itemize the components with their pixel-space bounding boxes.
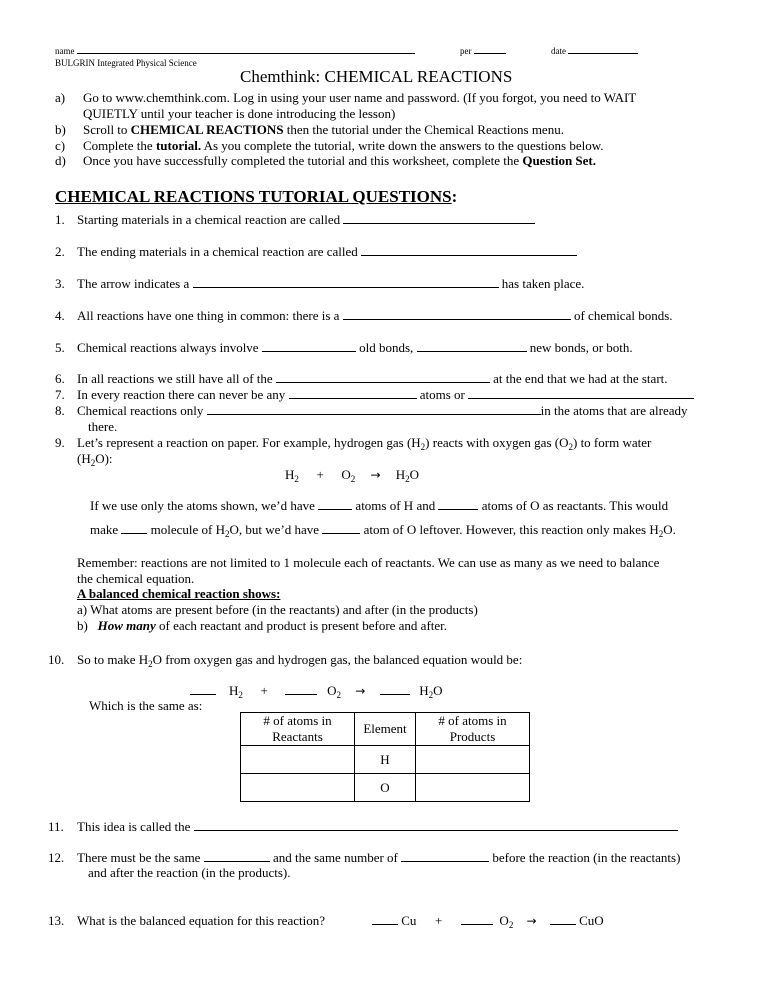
atoms-sentence-line-2: make molecule of $H_2O$, but we’d have atom of O leftover. However, this reaction only makes $H_2O$. xyxy=(90,522,676,539)
instruction-d: d) Once you have successfully completed the tutorial and this worksheet, complete the Question Set. xyxy=(55,153,597,168)
answer-blank-5b[interactable] xyxy=(417,340,527,352)
reactant-count-h[interactable] xyxy=(241,746,355,774)
name-blank[interactable] xyxy=(77,45,415,54)
name-line xyxy=(55,45,415,56)
header-reactants: # of atoms in Reactants xyxy=(241,713,355,746)
remember-line-2: the chemical equation. xyxy=(77,571,195,586)
answer-blank-6[interactable] xyxy=(276,371,490,383)
question-12: 12. There must be the same and the same number of before the reaction (in the reactants) xyxy=(48,850,681,865)
reaction-arrow-icon: → xyxy=(355,684,366,698)
answer-blank-7b[interactable] xyxy=(468,387,694,399)
question-7: 7. In every reaction there can never be any atoms or xyxy=(55,387,694,403)
remember-line-1: Remember: reactions are not limited to 1 molecule each of reactants. We can use as many as we need to balance xyxy=(77,555,660,570)
coefficient-blank-h2o[interactable] xyxy=(380,683,410,695)
answer-blank-12b[interactable] xyxy=(401,850,489,862)
question-5: 5. Chemical reactions always involve old bonds, new bonds, or both. xyxy=(55,340,633,355)
element-h: H xyxy=(355,746,416,774)
equation-copper-oxide: Cu + $O_2$ → CuO xyxy=(372,913,604,929)
header-products: # of atoms in Products xyxy=(416,713,530,746)
header-element: Element xyxy=(355,713,416,746)
question-2: 2. The ending materials in a chemical reaction are called xyxy=(55,244,577,260)
same-as-label: Which is the same as: xyxy=(89,698,203,713)
date-blank[interactable] xyxy=(568,45,638,54)
per-label: per xyxy=(460,46,472,56)
question-4: 4. All reactions have one thing in common: there is a of chemical bonds. xyxy=(55,308,673,323)
question-6: 6. In all reactions we still have all of the at the end that we had at the start. xyxy=(55,371,668,386)
answer-blank-3[interactable] xyxy=(193,276,499,288)
balanced-point-b: b) How many of each reactant and product is present before and after. xyxy=(77,618,448,633)
question-12-cont: and after the reaction (in the products). xyxy=(88,865,291,880)
coefficient-blank-cu[interactable] xyxy=(372,913,398,925)
answer-blank-5a[interactable] xyxy=(262,340,356,352)
product-count-o[interactable] xyxy=(416,774,530,802)
question-10: 10. So to make $H_2O$ from oxygen gas and hydrogen gas, the balanced equation would be: xyxy=(48,652,523,669)
reaction-arrow-icon: → xyxy=(526,914,537,928)
section-heading: CHEMICAL REACTIONS TUTORIAL QUESTIONS: xyxy=(55,187,458,206)
question-8-cont: there. xyxy=(88,419,118,434)
table-header-row xyxy=(241,713,530,746)
per-line xyxy=(460,45,506,56)
name-label: name xyxy=(55,46,75,56)
equation-h2-o2-water: $H_2 + O_2 \to H_2O$ xyxy=(285,467,420,484)
instruction-a-cont: QUIETLY until your teacher is done introducing the lesson) xyxy=(83,106,396,121)
course-label: BULGRIN Integrated Physical Science xyxy=(55,58,197,68)
answer-blank-12a[interactable] xyxy=(204,850,270,862)
answer-blank-9c[interactable] xyxy=(121,522,147,534)
question-9-cont: $(H_2O)$: xyxy=(77,451,113,468)
answer-blank-2[interactable] xyxy=(361,244,577,256)
question-11: 11. This idea is called the xyxy=(48,819,678,835)
reaction-arrow-icon: → xyxy=(370,468,381,482)
answer-blank-9a[interactable] xyxy=(318,498,352,510)
atoms-sentence-line-1: If we use only the atoms shown, we’d have atoms of H and atoms of O as reactants. This would xyxy=(90,498,669,513)
coefficient-blank-o2[interactable] xyxy=(285,683,317,695)
question-1: 1. Starting materials in a chemical reaction are called xyxy=(55,212,535,228)
question-3: 3. The arrow indicates a has taken place. xyxy=(55,276,585,291)
page-title: Chemthink: CHEMICAL REACTIONS xyxy=(240,67,513,86)
equation-balance-water: $H_2$ + $O_2$ → $H_2O$ xyxy=(190,683,443,699)
coefficient-blank-o2-q13[interactable] xyxy=(461,913,493,925)
question-9: 9. Let’s represent a reaction on paper. For example, hydrogen gas $(H_2)$ reacts with oxygen gas $(O_2)$ to form water xyxy=(55,435,652,452)
reactant-count-o[interactable] xyxy=(241,774,355,802)
question-13: 13. What is the balanced equation for this reaction? xyxy=(48,913,325,928)
answer-blank-9d[interactable] xyxy=(322,522,360,534)
instruction-b: b) Scroll to CHEMICAL REACTIONS then the tutorial under the Chemical Reactions menu. xyxy=(55,122,564,137)
answer-blank-7a[interactable] xyxy=(289,387,417,399)
answer-blank-8[interactable] xyxy=(207,403,541,415)
instruction-a: a) Go to www.chemthink.com. Log in using your user name and password. (If you forgot, you need to WAIT xyxy=(55,90,637,105)
date-line xyxy=(551,45,638,56)
coefficient-blank-h2[interactable] xyxy=(190,683,216,695)
answer-blank-9b[interactable] xyxy=(438,498,478,510)
table-row xyxy=(241,746,530,774)
answer-blank-4[interactable] xyxy=(343,308,571,320)
instruction-c: c) Complete the tutorial. As you complete the tutorial, write down the answers to the questions below. xyxy=(55,138,604,153)
atom-count-table xyxy=(240,712,530,802)
coefficient-blank-cuo[interactable] xyxy=(550,913,576,925)
answer-blank-11[interactable] xyxy=(194,819,678,831)
date-label: date xyxy=(551,46,566,56)
question-8: 8. Chemical reactions only in the atoms that are already xyxy=(55,403,688,418)
per-blank[interactable] xyxy=(474,45,506,54)
table-row xyxy=(241,774,530,802)
product-count-h[interactable] xyxy=(416,746,530,774)
answer-blank-1[interactable] xyxy=(343,212,535,224)
balanced-point-a: a) What atoms are present before (in the reactants) and after (in the products) xyxy=(77,602,478,617)
balanced-reaction-heading: A balanced chemical reaction shows: xyxy=(77,586,281,601)
element-o: O xyxy=(355,774,416,802)
